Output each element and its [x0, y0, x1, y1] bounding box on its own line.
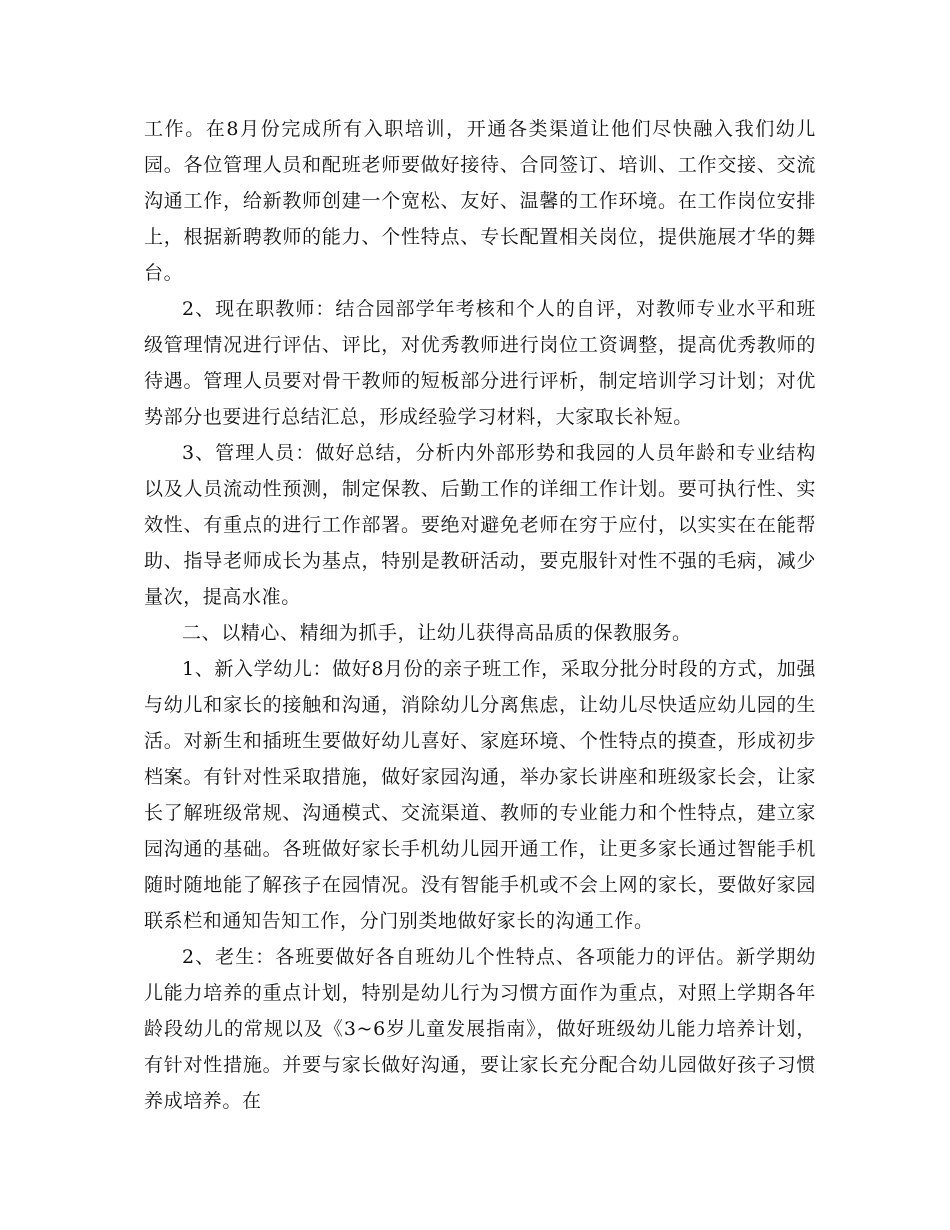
- paragraph-management-staff: 3、管理人员：做好总结，分析内外部形势和我园的人员年龄和专业结构以及人员流动性预测，制定保教、后勤工作的详细工作计划。要可执行性、实效性、有重点的进行工作部署。要绝对避免老师在穷于应付，以实实在在能帮助、指导老师成长为基点，特别是教研活动，要克服针对性不强的毛病，减少量次，提高水准。: [144, 442, 816, 608]
- paragraph-continuation: 工作。在8月份完成所有入职培训，开通各类渠道让他们尽快融入我们幼儿园。各位管理人员和配班老师要做好接待、合同签订、培训、工作交接、交流沟通工作，给新教师创建一个宽松、友好、温馨的工作环境。在工作岗位安排上，根据新聘教师的能力、个性特点、专长配置相关岗位，提供施展才华的舞台。: [144, 118, 816, 284]
- paragraph-new-children: 1、新入学幼儿：做好8月份的亲子班工作，采取分批分时段的方式，加强与幼儿和家长的接触和沟通，消除幼儿分离焦虑，让幼儿尽快适应幼儿园的生活。对新生和插班生要做好幼儿喜好、家庭环境、个性特点的摸查，形成初步档案。有针对性采取措施，做好家园沟通，举办家长讲座和班级家长会，让家长了解班级常规、沟通模式、交流渠道、教师的专业能力和个性特点，建立家园沟通的基础。各班做好家长手机幼儿园开通工作，让更多家长通过智能手机随时随地能了解孩子在园情况。没有智能手机或不会上网的家长，要做好家园联系栏和通知告知工作，分门别类地做好家长的沟通工作。: [144, 658, 816, 932]
- section-heading-two: 二、以精心、精细为抓手，让幼儿获得高品质的保教服务。: [182, 622, 692, 644]
- paragraph-current-teachers: 2、现在职教师：结合园部学年考核和个人的自评，对教师专业水平和班级管理情况进行评估、评比，对优秀教师进行岗位工资调整，提高优秀教师的待遇。管理人员要对骨干教师的短板部分进行评析，制定培训学习计划；对优势部分也要进行总结汇总，形成经验学习材料，大家取长补短。: [144, 298, 816, 428]
- paragraph-returning-children: 2、老生：各班要做好各自班幼儿个性特点、各项能力的评估。新学期幼儿能力培养的重点计划，特别是幼儿行为习惯方面作为重点，对照上学期各年龄段幼儿的常规以及《3~6岁儿童发展指南》，做好班级幼儿能力培养计划，有针对性措施。并要与家长做好沟通，要让家长充分配合幼儿园做好孩子习惯养成培养。在: [144, 946, 816, 1112]
- document-page: [144, 111, 816, 1119]
